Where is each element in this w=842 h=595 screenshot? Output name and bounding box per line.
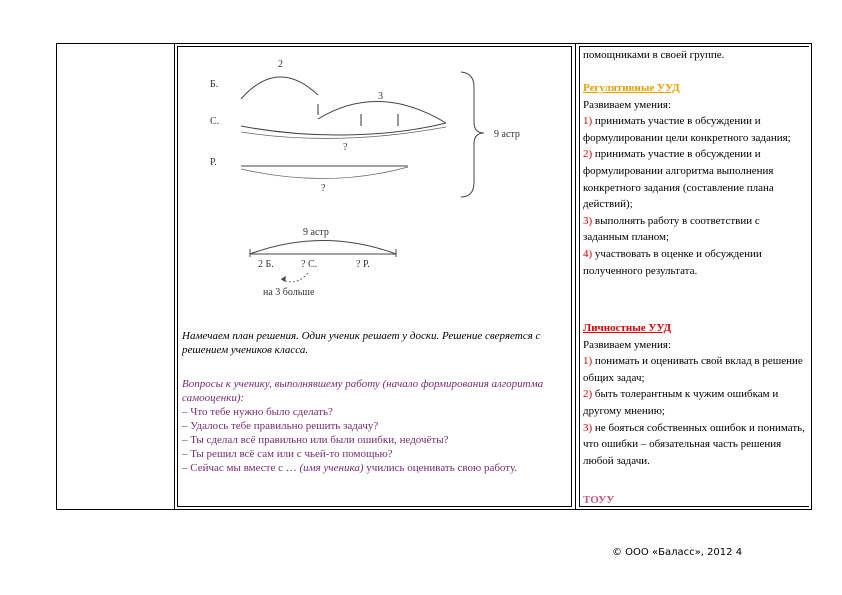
- top-line: помощниками в своей группе.: [583, 49, 725, 61]
- questions-list: [182, 405, 567, 475]
- content-column: [175, 44, 576, 509]
- brace: [461, 72, 484, 197]
- lesson-table: [56, 43, 812, 510]
- seg-s: ? С.: [301, 259, 318, 270]
- personal-block: [583, 320, 808, 469]
- regulatory-intro: Развиваем умения:: [583, 98, 672, 111]
- row-label-r: Р.: [210, 157, 217, 168]
- line-s-bottom: [241, 123, 446, 135]
- q-r: ?: [321, 183, 326, 194]
- regulatory-item: 2) принимать участие в обсуждении и формулировании алгоритма выполнения конкретного задания (составление плана действий);: [583, 148, 774, 211]
- q-s: ?: [343, 142, 348, 153]
- content-cell: [177, 46, 572, 507]
- arc-s: [318, 101, 446, 123]
- question-item: – Ты решил всё сам или с чьей-то помощью?: [182, 448, 393, 460]
- seg-b: 2 Б.: [258, 259, 274, 270]
- arc-s-under: [241, 127, 446, 138]
- question-item: – Ты сделал всё правильно или были ошибки, недочёты?: [182, 434, 449, 446]
- question-item: – Удалось тебе правильно решить задачу?: [182, 420, 379, 432]
- regulatory-item: 4) участвовать в оценке и обсуждении полученного результата.: [583, 247, 762, 277]
- arc-s-label: 3: [378, 91, 383, 102]
- empty-column: [57, 44, 175, 509]
- row-label-s: С.: [210, 116, 220, 127]
- personal-item: 1) понимать и оценивать свой вклад в решение общих задач;: [583, 355, 803, 384]
- arc-r-under: [241, 167, 408, 179]
- plan-text: Намечаем план решения. Один ученик решает у доски. Решение сверяется с решением учеников класса.: [182, 330, 541, 356]
- seg-r: ? Р.: [356, 259, 370, 270]
- brace-label: 9 астр: [494, 129, 520, 140]
- regulatory-block: [583, 80, 808, 279]
- more-label: на 3 больше: [263, 287, 315, 298]
- personal-item: 2) быть толерантным к чужим ошибкам и другому мнению;: [583, 388, 779, 417]
- footer-copyright: © ООО «Баласс», 2012 4: [612, 547, 743, 558]
- problem-diagram: [178, 47, 573, 337]
- arc-total: [250, 241, 396, 255]
- personal-item: 3) не бояться собственных ошибок и понимать, что ошибки – обязательная часть решения любой задачи.: [583, 421, 805, 467]
- row-label-b: Б.: [210, 79, 219, 90]
- arc-b-label: 2: [278, 59, 283, 70]
- personal-intro: Развиваем умения:: [583, 338, 672, 351]
- regulatory-item: 3) выполнять работу в соответствии с заданным планом;: [583, 214, 760, 244]
- personal-heading: Личностные УУД: [583, 322, 672, 334]
- question-item-last: – Сейчас мы вместе с … (имя ученика) учились оценивать свою работу.: [182, 462, 518, 474]
- question-item: – Что тебе нужно было сделать?: [182, 406, 333, 418]
- toyu-label: ТОУУ: [583, 494, 615, 506]
- regulatory-heading: Регулятивные УУД: [583, 82, 680, 94]
- regulatory-item: 1) принимать участие в обсуждении и формулировании цели конкретного задания;: [583, 115, 791, 144]
- uud-column: [576, 44, 811, 509]
- questions-title: Вопросы к ученику, выполнявшему работу (начало формирования алгоритма самооценки):: [182, 378, 544, 404]
- arc-b: [241, 77, 318, 99]
- top-label: 9 астр: [303, 227, 329, 238]
- uud-cell: [579, 46, 809, 507]
